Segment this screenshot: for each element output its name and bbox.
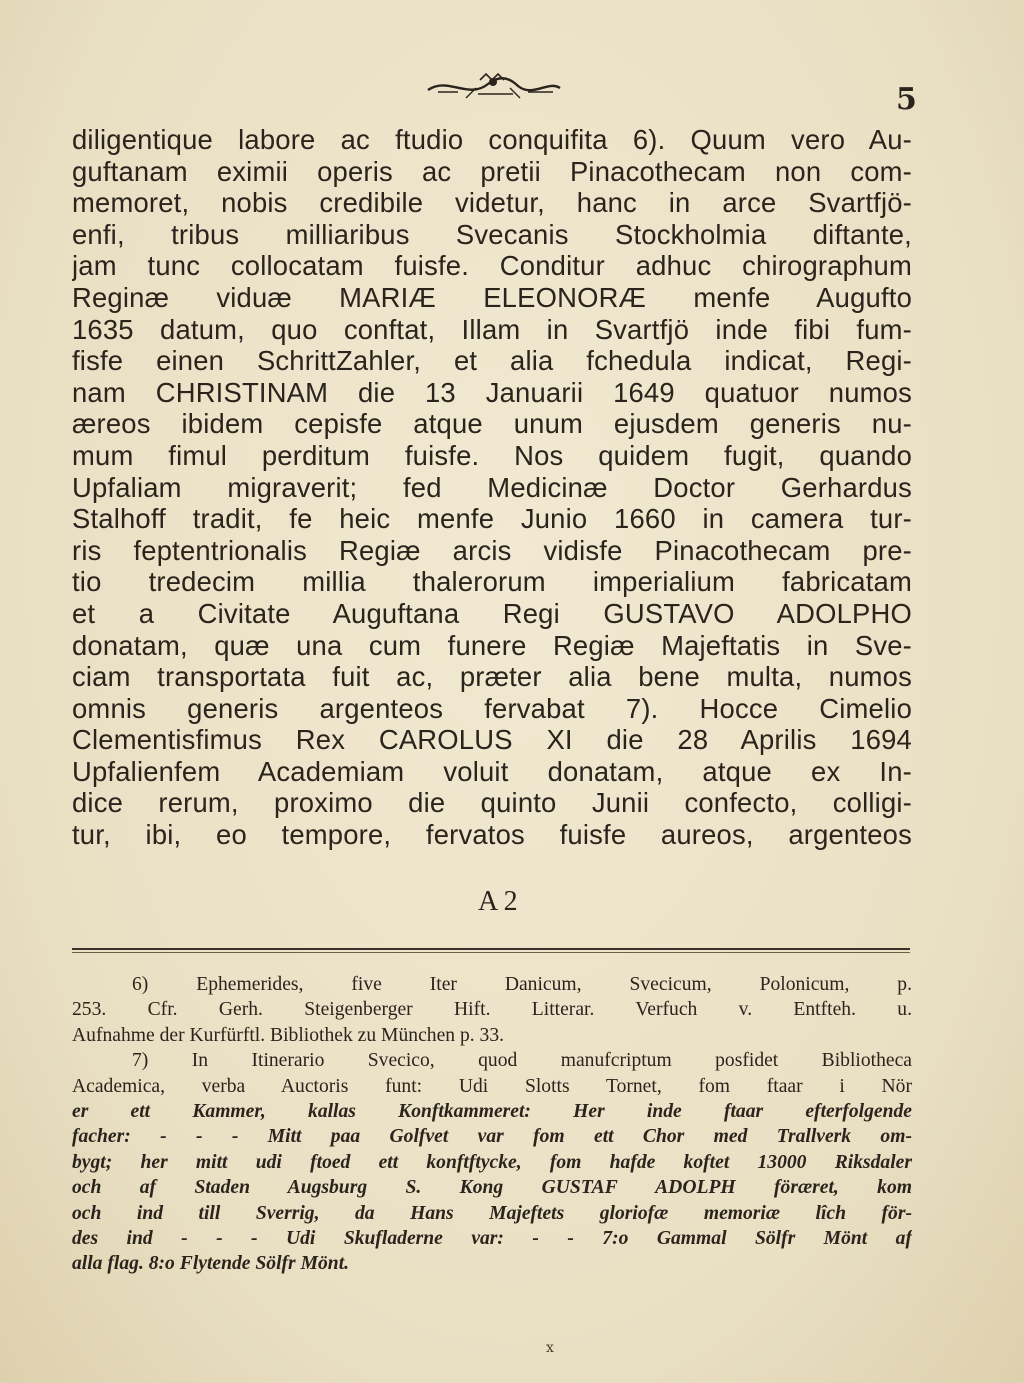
text-line: Upfalienfem Academiam voluit donatam, atque ex In- [72,755,912,787]
text-line: tur, ibi, eo tempore, fervatos fuisfe aureos, argenteos [72,819,912,851]
text-line: tio tredecim millia thalerorum imperialium fabricatam [72,566,912,598]
main-text [72,124,912,851]
footnote-line: bygt; her mitt udi ftoed ett konftftycke, fom hafde koftet 13000 Riksdaler [72,1151,912,1173]
footnote-line: er ett Kammer, kallas Konftkammeret: Her inde ftaar efterfolgende [72,1101,912,1123]
text-line: Stalhoff tradit, fe heic menfe Junio 1660 in camera tur- [72,503,912,535]
text-line: jam tunc collocatam fuisfe. Conditur adhuc chirographum [72,250,912,282]
bottom-mark: x [546,1340,554,1356]
footnote-line: alla flag. 8:o Flytende Sölfr Mönt. [72,1253,350,1275]
text-line: Reginæ viduæ MARIÆ ELEONORÆ menfe Augufto [72,281,912,313]
footnote-line: 7) In Itinerario Svecico, quod manufcriptum posfidet Bibliotheca [132,1050,912,1072]
text-line: donatam, quæ una cum funere Regiæ Majeftatis in Sve- [72,629,912,661]
footnote-line: Academica, verba Auctoris funt: Udi Slotts Tornet, fom ftaar i Nör [72,1075,912,1097]
footnotes [72,972,912,1277]
footnote-divider-thin [72,952,910,953]
text-line: fisfe einen SchrittZahler, et alia fchedula indicat, Regi- [72,345,912,377]
text-line: dice rerum, proximo die quinto Junii confecto, colligi- [72,787,912,819]
text-line: ciam transportata fuit ac, præter alia bene multa, numos [72,661,912,693]
footnote-line: des ind - - - Udi Skufladerne var: - - 7:o Gammal Sölfr Mönt af [72,1228,912,1250]
text-line: diligentique labore ac ftudio conquifita 6). Quum vero Au- [72,124,912,155]
footnote-line: facher: - - - Mitt paa Golfvet var fom ett Chor med Trallverk om- [72,1126,912,1148]
text-line: omnis generis argenteos fervabat 7). Hocce Cimelio [72,692,912,724]
text-line: mum fimul perditum fuisfe. Nos quidem fugit, quando [72,439,912,471]
footnote-line: 253. Cfr. Gerh. Steigenberger Hift. Litterar. Verfuch v. Entfteh. u. [72,999,912,1021]
header-ornament-icon [418,70,568,104]
footnote-line: Aufnahme der Kurfürftl. Bibliothek zu München p. 33. [72,1024,505,1046]
text-line: memoret, nobis credibile videtur, hanc in arce Svartfjö- [72,187,912,219]
text-line: 1635 datum, quo conftat, Illam in Svartfjö inde fibi fum- [72,313,912,345]
text-line: ris feptentrionalis Regiæ arcis vidisfe Pinacothecam pre- [72,534,912,566]
text-line: æreos ibidem cepisfe atque unum ejusdem generis nu- [72,408,912,440]
footnote-line: och ind till Sverrig, da Hans Majeftets gloriofæ memoriæ lîch för- [72,1202,912,1224]
page-number: 5 [896,82,917,117]
text-line: et a Civitate Auguftana Regi GUSTAVO ADOLPHO [72,597,912,629]
footnote-divider [72,948,910,950]
text-line: Clementisfimus Rex CAROLUS XI die 28 Aprilis 1694 [72,724,912,756]
text-line: enfi, tribus milliaribus Svecanis Stockholmia diftante, [72,218,912,250]
text-line: guftanam eximii operis ac pretii Pinacothecam non com- [72,155,912,187]
signature-mark: A 2 [478,886,518,917]
text-line: Upfaliam migraverit; fed Medicinæ Doctor Gerhardus [72,471,912,503]
footnote-line: och af Staden Augsburg S. Kong GUSTAF ADOLPH föræret, kom [72,1177,912,1199]
footnote-line: 6) Ephemerides, five Iter Danicum, Svecicum, Polonicum, p. [132,974,912,995]
text-line: nam CHRISTINAM die 13 Januarii 1649 quatuor numos [72,376,912,408]
